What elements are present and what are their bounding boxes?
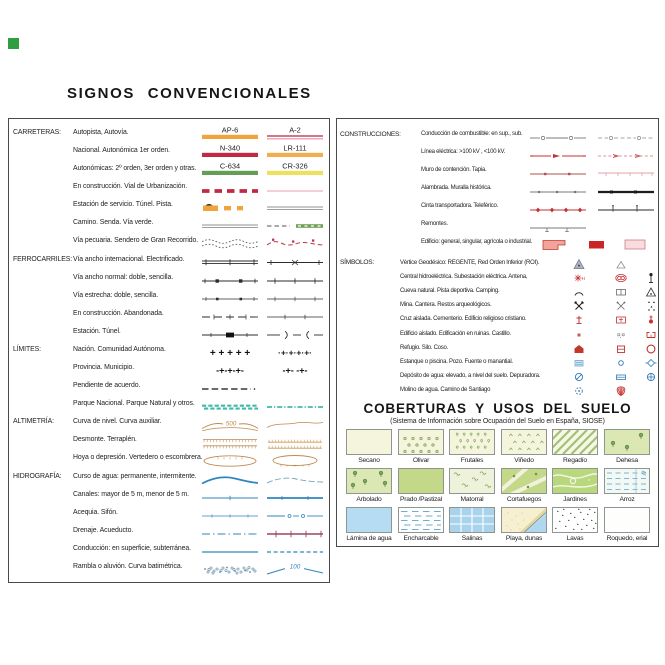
edificio-aislado-icon [573,329,585,341]
legend-label: Vía estrecha: doble, sencilla. [73,291,159,299]
section-label: SÍMBOLOS: [340,259,375,266]
alambrada-icon [529,182,587,198]
swatch-olivar [398,429,444,455]
legend-row [337,127,658,145]
gr-sendero-icon [266,234,324,250]
legend-row [337,199,658,217]
svg-text:CR-326: CR-326 [282,162,308,171]
swatch-matorral [449,468,495,494]
swatch-arroz [604,468,650,494]
rail-est-doble-icon [201,289,259,305]
legend-row [337,356,658,370]
swatch-label: Lámina de agua [346,534,392,542]
legend-row [9,559,329,577]
swatch-label: Encharcable [403,534,439,542]
svg-text:+ + + + +: + + + + + [209,347,251,359]
legend-label: Edificio: general, singular, agrícola o industrial. [421,239,532,245]
batimetrica-icon [266,560,324,576]
legend-row [9,523,329,541]
rail-aband-icon [266,307,324,323]
swatch-label: Arroz [619,495,635,503]
legend-label: Drenaje. Acueducto. [73,526,134,534]
section-label: HIDROGRAFÍA: [13,472,62,480]
legend-label: Vía pecuaria. Sendero de Gran Recorrido. [73,237,199,245]
depuradora-icon [645,371,657,383]
cueva-icon [573,286,585,298]
legend-label: Cinta transportadora. Teleférico. [421,203,499,209]
rail-estacion-icon [201,325,259,341]
desmonte-icon [201,433,259,449]
legend-label: Conducción: en superficie, subterránea. [73,544,191,552]
rio-permanente-icon [201,470,259,486]
shield-bar-icon [266,144,324,160]
swatch-label: Arbolado [356,495,382,503]
rail-tunel-icon [266,325,324,341]
svg-text:-+-+-+-: -+-+-+- [216,365,244,376]
subestacion-icon [615,272,627,284]
electrica-alta-icon [529,146,587,162]
legend-label: Hoya o depresión. Vertedero o escombrera. [73,454,203,462]
swatch-label: Salinas [461,534,483,542]
deposito-elevado-icon [573,371,585,383]
mina-icon [573,300,585,312]
swatch-label: Frutales [460,456,484,464]
servicio-icon [201,198,259,214]
legend-row [9,360,329,378]
canal-mayor-icon [201,488,259,504]
section-label: CARRETERAS: [13,129,61,136]
cond-superficie-icon [201,542,259,558]
legend-row [337,145,658,163]
shield-bar-icon [201,144,259,160]
rail-intl-icon [201,253,259,269]
parque-dashdot-icon [266,397,324,413]
fuente-icon [645,357,657,369]
legend-label: Central hidroeléctrica. Subestación eléctrica. Antena, [400,274,528,281]
rail-elec-icon [266,253,324,269]
canal-menor-icon [266,488,324,504]
line-pink-icon [266,180,324,196]
legend-label: Mina. Cantera. Restos arqueológicos. [400,302,492,309]
swatch-label: Regadío [563,456,587,464]
rail-doble-icon [201,271,259,287]
svg-text:N-340: N-340 [219,144,241,153]
parque-banda-icon [201,397,259,413]
swatch-salinas [449,507,495,533]
legend-row [9,342,329,360]
double-line-icon [266,198,324,214]
swatch-label: Lavas [566,534,584,542]
legend-label: Muro de contención. Tapia. [421,167,487,173]
vertedero-icon [266,451,324,467]
svg-text:500: 500 [225,420,237,428]
legend-label: Curva de nivel. Curva auxiliar. [73,418,162,426]
swatch-cortafuegos [501,468,547,494]
cantera-icon [615,300,627,312]
acequia-icon [201,506,259,522]
molino-icon [573,385,585,397]
drenaje-icon [201,524,259,540]
vertice-roi-icon [615,258,627,270]
rambla-icon [201,560,259,576]
edificio-religioso-icon [645,314,657,326]
legend-row [337,285,658,299]
section-label: FERROCARRILES: [13,255,73,263]
swatch-frutales [449,429,495,455]
lim-municipio-icon [266,361,324,377]
legend-row [9,252,329,270]
swatch-label: Prado /Pastizal [400,495,442,503]
right-legend-panel [336,118,659,547]
legend-row [9,324,329,342]
section-label: ALTIMETRÍA: [13,418,54,426]
legend-label: Parque Nacional. Parque Natural y otros. [73,400,195,408]
legend-row [9,125,329,143]
central-hidroelectrica-icon [573,272,585,284]
legend-row [337,342,658,356]
hoya-icon [201,451,259,467]
legend-label: Camino. Senda. Vía verde. [73,219,154,227]
svg-text:C-634: C-634 [219,162,241,171]
legend-label: Línea eléctrica: >100 kV , <100 kV. [421,149,506,155]
swatch-label: Jardines [563,495,587,503]
acueducto-icon [266,524,324,540]
rail-est-sencilla-icon [266,289,324,305]
shield-double-icon [266,126,324,142]
legend-row [9,432,329,450]
estanque-icon [573,357,585,369]
svg-text:LR-111: LR-111 [283,144,307,153]
legend-row [9,396,329,414]
legend-row [337,181,658,199]
legend-label: Estanque o piscina. Pozo. Fuente o manantial. [400,358,513,365]
legend-label: Alambrada. Muralla histórica. [421,185,492,191]
lim-pendiente-icon [201,379,259,395]
muralla-icon [597,182,655,198]
legend-label: Acequia. Sifón. [73,508,118,516]
svg-text:100: 100 [289,563,301,571]
swatch-label: Viñedo [514,456,534,464]
svg-text:·+·+·+·+·: ·+·+·+·+· [277,347,313,358]
legend-label: Autonómicas: 2º orden, 3er orden y otras. [73,165,197,173]
legend-label: Desmonte. Terraplén. [73,436,137,444]
muro-icon [529,164,587,180]
restos-arqueologicos-icon [645,300,657,312]
legend-row [9,505,329,523]
legend-label: Vía ancho internacional. Electrificado. [73,255,185,263]
swatch-jardines [552,468,598,494]
swatch-lavas [552,507,598,533]
legend-label: Refugio. Silo. Coso. [400,344,449,351]
ruinas-icon [615,329,627,341]
silo-icon [615,343,627,355]
swatch-arbolado [346,468,392,494]
section-label: CONSTRUCCIONES: [340,131,401,138]
legend-row [337,299,658,313]
lim-nacion-icon [201,343,259,359]
legend-row [9,450,329,468]
legend-row [9,288,329,306]
legend-label: Nacional. Autonómica 1er orden. [73,147,170,155]
svg-text:A-2: A-2 [289,126,301,135]
legend-label: Remontes. [421,221,448,227]
cruz-icon [573,314,585,326]
left-legend-panel [8,118,330,583]
shield-bar-icon [201,126,259,142]
legend-row [9,414,329,432]
legend-row [9,541,329,559]
edificios-icon [537,236,665,252]
legend-label: Molino de agua. Camino de Santiago [400,386,491,393]
legend-label: Vértice Geodésico: REGENTE, Red Orden Inferior (ROI). [400,260,540,266]
double-line-icon [201,216,259,232]
rail-constr-icon [201,307,259,323]
legend-row [337,235,658,253]
legend-label: En construcción. Vial de Urbanización. [73,183,188,191]
swatch-label: Dehesa [616,456,638,464]
legend-label: En construcción. Abandonada. [73,309,164,317]
teleferico-icon [597,200,655,216]
rio-intermitente-icon [266,470,324,486]
legend-row [337,271,658,285]
swatch-label: Roquedo, erial [606,534,648,542]
coso-icon [645,343,657,355]
swatch-label: Matorral [460,495,484,503]
legend-row [9,378,329,396]
legend-row [9,179,329,197]
legend-label: Rambla o aluvión. Curva batimétrica. [73,562,183,570]
green-page-marker [8,38,19,49]
legend-label: Cueva natural. Pista deportiva. Camping. [400,288,500,295]
legend-row [9,487,329,505]
antena-icon [645,272,657,284]
legend-label: Curso de agua: permanente, intermitente. [73,472,197,480]
legend-label: Autopista, Autovía. [73,129,129,136]
cond-subterranea-icon [266,542,324,558]
legend-label: Nación. Comunidad Autónoma. [73,345,166,353]
santiago-icon [615,385,627,397]
lim-provincia-icon [201,361,259,377]
legend-label: Edificio aislado. Edificación en ruinas. Castillo. [400,330,511,337]
legend-label: Cruz aislada. Cementerio. Edificio religioso cristiano. [400,316,527,323]
legend-row [9,215,329,233]
legend-row [9,233,329,251]
svg-text:-+- -+-: -+- -+- [282,365,308,376]
legend-label: Provincia. Municipio. [73,364,135,372]
legend-label: Canales: mayor de 5 m, menor de 5 m. [73,490,189,498]
swatch-playa [501,507,547,533]
svg-text:AP-6: AP-6 [221,126,239,135]
legend-row [337,313,658,327]
legend-label: Vía ancho normal: doble, sencilla. [73,273,174,281]
coberturas-subtitle: (Sistema de Información sobre Ocupación del Suelo en España, SIOSE) [390,418,605,425]
legend-row [9,469,329,487]
swatch-regadio [552,429,598,455]
legend-label: Pendiente de acuerdo. [73,382,141,390]
dash-thick-icon [201,180,259,196]
combustible-sup-icon [529,128,587,144]
legend-row [9,306,329,324]
legend-row [9,161,329,179]
legend-row [9,143,329,161]
curva-nivel-icon [201,415,259,431]
camping-icon [645,286,657,298]
legend-row [337,370,658,384]
rail-sencilla-icon [266,271,324,287]
swatch-label: Secano [358,456,380,464]
remontes-icon [529,218,587,234]
swatch-secano [346,429,392,455]
page-title: SIGNOS CONVENCIONALES [67,85,312,102]
senda-verde-icon [266,216,324,232]
cinta-icon [529,200,587,216]
swatch-prado [398,468,444,494]
legend-row [9,270,329,288]
legend-label: Estación. Túnel. [73,327,121,335]
pista-deportiva-icon [615,286,627,298]
swatch-label: Cortafuegos [506,495,542,503]
swatch-label: Olivar [412,456,430,464]
electrica-baja-icon [597,146,655,162]
lim-autonomia-icon [266,343,324,359]
tapia-icon [597,164,655,180]
swatch-encharcable [398,507,444,533]
legend-row [337,217,658,235]
legend-label: Conducción de combustible: en sup., sub. [421,131,523,137]
curva-aux-icon [266,415,324,431]
legend-row [337,163,658,181]
swatch-vinedo [501,429,547,455]
legend-row [337,328,658,342]
swatch-label: Playa, dunas [505,534,543,542]
cementerio-icon [615,314,627,326]
legend-label: Depósito de agua: elevado, a nivel del suelo. Depuradora. [400,372,541,379]
legend-row [9,197,329,215]
refugio-icon [573,343,585,355]
legend-row [337,257,658,271]
terraplen-icon [266,433,324,449]
coberturas-title: COBERTURAS Y USOS DEL SUELO [363,401,632,416]
vertice-regente-icon [573,258,585,270]
pozo-icon [615,357,627,369]
swatch-roquedo [604,507,650,533]
combustible-sub-icon [597,128,655,144]
swatch-lamina [346,507,392,533]
castillo-icon [645,329,657,341]
section-label: LÍMITES: [13,345,41,353]
swatch-dehesa [604,429,650,455]
deposito-suelo-icon [615,371,627,383]
pecuaria-icon [201,234,259,250]
legend-label: Estación de servicio. Túnel. Pista. [73,201,173,209]
svg-text:H: H [581,276,585,282]
shield-bar-icon [201,162,259,178]
legend-row [337,384,658,398]
shield-bar-icon [266,162,324,178]
sifon-icon [266,506,324,522]
